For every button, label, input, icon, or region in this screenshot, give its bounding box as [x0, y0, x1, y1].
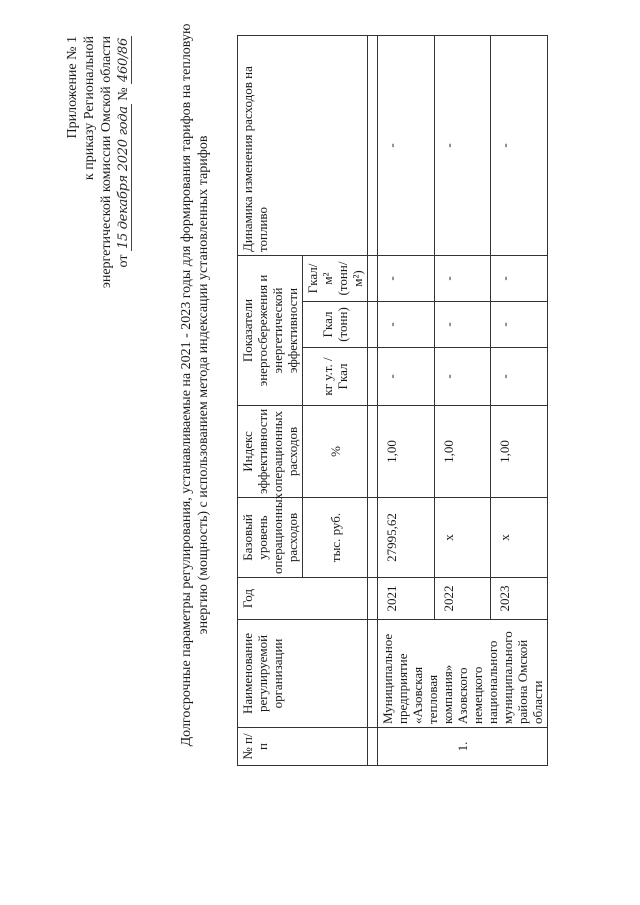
e2-cell: - [434, 302, 491, 348]
parameters-table [237, 35, 548, 766]
org-name: Муниципальное предприятие «Азовская тепловая компания» Азовского немецкого национального муниципального района Омской области [378, 620, 548, 728]
col-header-energy: Показатели энергосбережения и энергетической эффективности [238, 255, 303, 405]
unit-e3: Гкал/м² (тонн/м²) [303, 255, 368, 301]
table-row [378, 35, 435, 765]
number-prefix: № [116, 87, 131, 101]
handwritten-number: 460/86 [116, 38, 131, 82]
org-number: 1. [378, 728, 548, 766]
col-header-num: № п/п [238, 728, 368, 766]
dynamic-cell: - [378, 35, 435, 255]
col-header-dynamic: Динамика изменения расходов на топливо [238, 35, 368, 255]
base-cell: х [434, 498, 491, 578]
unit-e1: кг у.т. /Гкал [303, 348, 368, 406]
unit-e2: Гкал (тонн) [303, 302, 368, 348]
index-cell: 1,00 [378, 406, 435, 498]
index-cell: 1,00 [434, 406, 491, 498]
e3-cell: - [491, 255, 548, 301]
col-header-base: Базовый уровень операционных расходов [238, 498, 303, 578]
commission-name: энергетической комиссии Омской области [99, 36, 114, 289]
order-reference: к приказу Региональной [82, 36, 97, 181]
year-cell: 2021 [378, 578, 435, 620]
unit-index: % [303, 406, 368, 498]
col-header-index: Индекс эффективности операционных расходов [238, 406, 303, 498]
index-cell: 1,00 [491, 406, 548, 498]
e3-cell: - [434, 255, 491, 301]
year-cell: 2022 [434, 578, 491, 620]
e1-cell: - [434, 348, 491, 406]
dynamic-cell: - [434, 35, 491, 255]
appendix-label: Приложение № 1 [65, 36, 80, 139]
spacer-row [368, 35, 378, 765]
col-header-year: Год [238, 578, 368, 620]
e3-cell: - [378, 255, 435, 301]
order-date-line [115, 36, 132, 636]
e2-cell: - [491, 302, 548, 348]
title-line-1: Долгосрочные параметры регулирования, устанавливаемые на 2021 - 2023 годы для формирования тарифов на тепловую [179, 23, 194, 747]
date-prefix: от [116, 254, 131, 268]
header-row [238, 35, 303, 765]
document-title [178, 0, 212, 770]
unit-base: тыс. руб. [303, 498, 368, 578]
dynamic-cell: - [491, 35, 548, 255]
base-cell: х [491, 498, 548, 578]
col-header-name: Наименование регулируемой организации [238, 620, 368, 728]
year-cell: 2023 [491, 578, 548, 620]
base-cell: 27995,62 [378, 498, 435, 578]
title-line-2: энергию (мощность) с использованием метода индексации установленных тарифов [196, 135, 211, 635]
e1-cell: - [491, 348, 548, 406]
handwritten-date: 15 декабря 2020 года [116, 106, 131, 250]
e2-cell: - [378, 302, 435, 348]
e1-cell: - [378, 348, 435, 406]
